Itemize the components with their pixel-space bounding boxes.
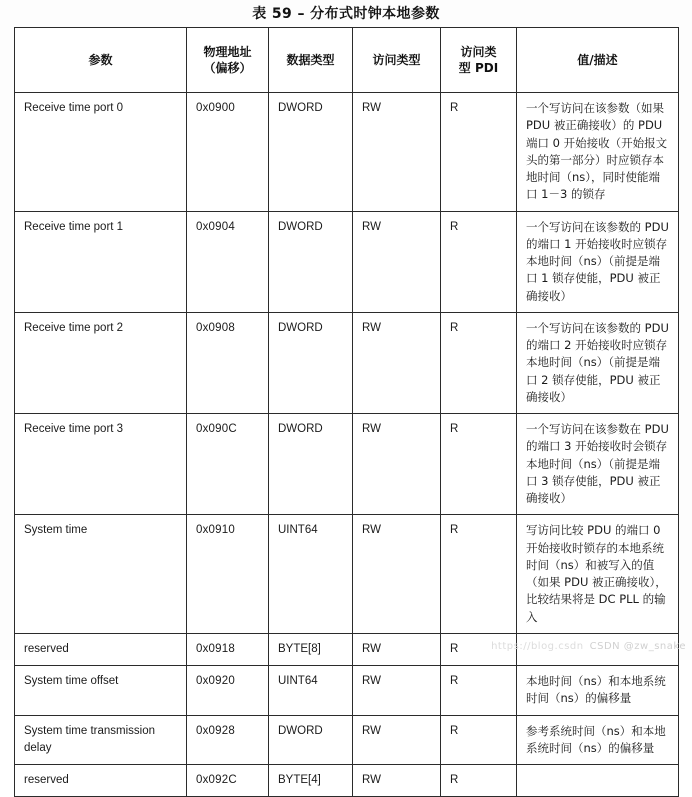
column-header-address-line1: 物理地址 bbox=[203, 44, 252, 59]
cell-address: 0x0928 bbox=[187, 715, 269, 765]
cell-pdi-access-type: R bbox=[441, 515, 517, 634]
cell-access-type: RW bbox=[353, 666, 441, 716]
cell-pdi-access-type: R bbox=[441, 93, 517, 212]
column-header-param: 参数 bbox=[15, 28, 187, 93]
cell-access-type: RW bbox=[353, 633, 441, 665]
table-body bbox=[15, 93, 679, 797]
cell-param: Receive time port 1 bbox=[15, 211, 187, 312]
column-header-pdi-access-type bbox=[441, 28, 517, 93]
cell-address: 0x0918 bbox=[187, 633, 269, 665]
parameters-table-container bbox=[14, 27, 678, 797]
cell-pdi-access-type: R bbox=[441, 715, 517, 765]
table-row bbox=[15, 666, 679, 716]
table-row bbox=[15, 765, 679, 797]
column-header-value-description: 值/描述 bbox=[517, 28, 679, 93]
cell-address: 0x0900 bbox=[187, 93, 269, 212]
cell-access-type: RW bbox=[353, 765, 441, 797]
cell-param: Receive time port 0 bbox=[15, 93, 187, 212]
table-row bbox=[15, 93, 679, 212]
cell-data-type: DWORD bbox=[269, 211, 353, 312]
table-caption: 表 59 – 分布式时钟本地参数 bbox=[252, 6, 440, 22]
table-row bbox=[15, 715, 679, 765]
column-header-pdi-line1: 访问类 bbox=[460, 44, 497, 59]
cell-description: 一个写访问在该参数（如果 PDU 被正确接收）的 PDU 端口 0 开始接收（开始报文头的第一部分）时应锁存本地时间（ns），同时使能端口 1－3 的锁存 bbox=[517, 93, 679, 212]
table-row bbox=[15, 414, 679, 515]
cell-data-type: DWORD bbox=[269, 312, 353, 413]
cell-param: Receive time port 2 bbox=[15, 312, 187, 413]
cell-data-type: BYTE[8] bbox=[269, 633, 353, 665]
cell-address: 0x092C bbox=[187, 765, 269, 797]
cell-pdi-access-type: R bbox=[441, 666, 517, 716]
column-header-address bbox=[187, 28, 269, 93]
column-header-address-line2: （偏移） bbox=[203, 61, 252, 75]
column-header-access-type: 访问类型 bbox=[353, 28, 441, 93]
column-header-data-type: 数据类型 bbox=[269, 28, 353, 93]
cell-param: reserved bbox=[15, 633, 187, 665]
cell-access-type: RW bbox=[353, 211, 441, 312]
cell-description bbox=[517, 765, 679, 797]
cell-access-type: RW bbox=[353, 93, 441, 212]
cell-data-type: UINT64 bbox=[269, 666, 353, 716]
table-row bbox=[15, 515, 679, 634]
cell-address: 0x0910 bbox=[187, 515, 269, 634]
cell-access-type: RW bbox=[353, 515, 441, 634]
cell-description: 本地时间（ns）和本地系统时间（ns）的偏移量 bbox=[517, 666, 679, 716]
table-header bbox=[15, 28, 679, 93]
cell-pdi-access-type: R bbox=[441, 633, 517, 665]
cell-access-type: RW bbox=[353, 312, 441, 413]
distributed-clock-parameters-table bbox=[14, 27, 679, 797]
table-row bbox=[15, 633, 679, 665]
table-row bbox=[15, 211, 679, 312]
cell-data-type: DWORD bbox=[269, 93, 353, 212]
watermark-author: CSDN @zw_snake bbox=[589, 641, 686, 652]
column-header-pdi-line2: 型 PDI bbox=[458, 61, 499, 75]
cell-access-type: RW bbox=[353, 414, 441, 515]
cell-pdi-access-type: R bbox=[441, 211, 517, 312]
table-row bbox=[15, 312, 679, 413]
cell-param: reserved bbox=[15, 765, 187, 797]
watermark-url: https://blog.csdn bbox=[491, 641, 584, 652]
cell-param: Receive time port 3 bbox=[15, 414, 187, 515]
cell-access-type: RW bbox=[353, 715, 441, 765]
cell-pdi-access-type: R bbox=[441, 312, 517, 413]
cell-data-type: DWORD bbox=[269, 715, 353, 765]
cell-pdi-access-type: R bbox=[441, 414, 517, 515]
cell-data-type: UINT64 bbox=[269, 515, 353, 634]
cell-param: System time offset bbox=[15, 666, 187, 716]
table-header-row bbox=[15, 28, 679, 93]
cell-description bbox=[517, 633, 679, 665]
cell-address: 0x090C bbox=[187, 414, 269, 515]
cell-address: 0x0904 bbox=[187, 211, 269, 312]
cell-address: 0x0908 bbox=[187, 312, 269, 413]
cell-description: 一个写访问在该参数的 PDU 的端口 2 开始接收时应锁存本地时间（ns）（前提是端口 2 锁存使能，PDU 被正确接收） bbox=[517, 312, 679, 413]
cell-param: System time transmission delay bbox=[15, 715, 187, 765]
cell-description: 一个写访问在该参数在 PDU 的端口 3 开始接收时会锁存本地时间（ns）（前提是端口 3 锁存使能，PDU 被正确接收） bbox=[517, 414, 679, 515]
cell-description: 一个写访问在该参数的 PDU 的端口 1 开始接收时应锁存本地时间（ns）（前提是端口 1 锁存使能，PDU 被正确接收） bbox=[517, 211, 679, 312]
cell-data-type: DWORD bbox=[269, 414, 353, 515]
cell-description: 参考系统时间（ns）和本地系统时间（ns）的偏移量 bbox=[517, 715, 679, 765]
cell-pdi-access-type: R bbox=[441, 765, 517, 797]
cell-description: 写访问比较 PDU 的端口 0 开始接收时锁存的本地系统时间（ns）和被写入的值（如果 PDU 被正确接收），比较结果将是 DC PLL 的输入 bbox=[517, 515, 679, 634]
cell-address: 0x0920 bbox=[187, 666, 269, 716]
cell-data-type: BYTE[4] bbox=[269, 765, 353, 797]
cell-param: System time bbox=[15, 515, 187, 634]
